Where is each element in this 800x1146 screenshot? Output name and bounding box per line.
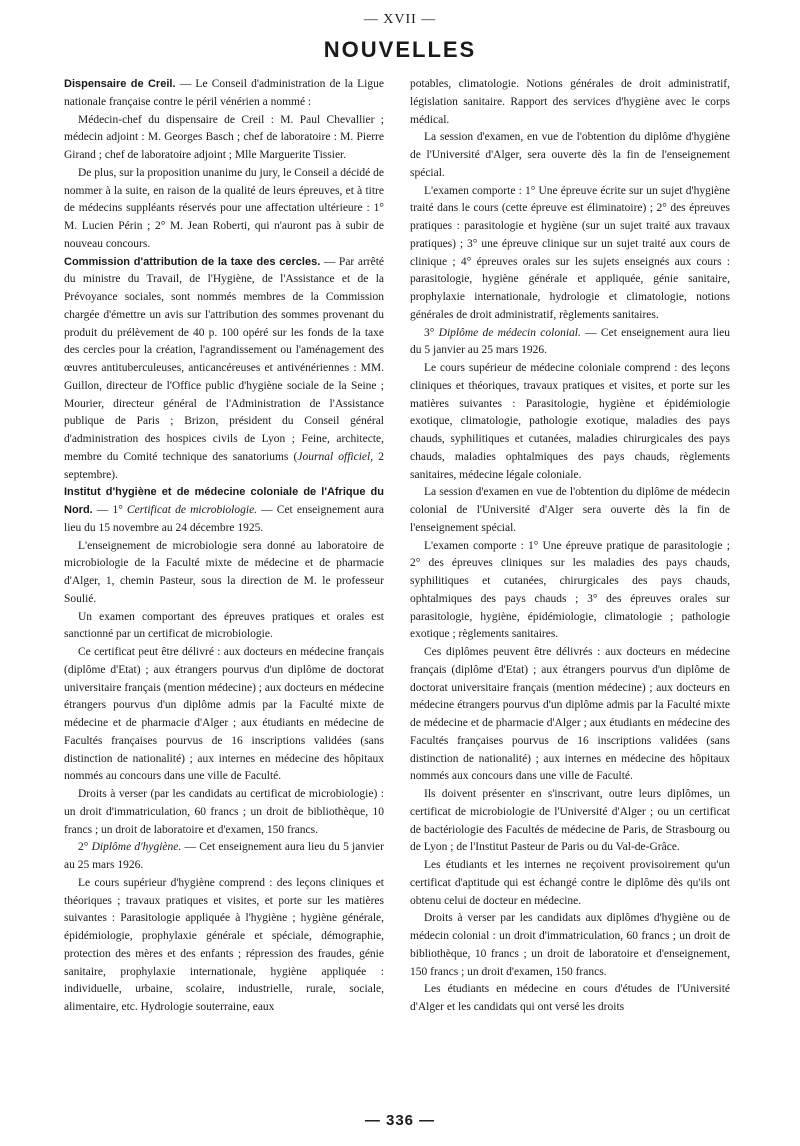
right-column <box>410 76 730 1017</box>
colonial-prefix: 3° <box>424 326 439 339</box>
commission-heading: Commission d'attribution de la taxe des cercles. <box>64 255 321 268</box>
creil-text: — Le Conseil d'administration de la Ligue nationale française contre le péril vénérien a nommé : <box>64 78 384 108</box>
commission-text: — Par arrêté du ministre du Travail, de l'Hygiène, de l'Assistance et de la Prévoyance sociales, sont nommés membres de la Commission chargée d'émettre un avis sur l'attribution des sommes provenant du produit du prélèvement de 40 p. 100 opéré sur les fonds de la taxe des cercles pour la création, l'agrandissement ou l'aménagement des œuvres antituberculeuses, anticancéreuses et antivénériennes : MM. Guillon, directeur de l'Office public d'hygiène sociale de la Seine ; Mourier, directeur général de l'Administration de l'Assistance publique de Paris ; Brizon, président du Conseil général d'administration des hospices civils de Lyon ; Feine, architecte, membre du Comité technique des sanatoriums ( <box>64 255 385 463</box>
certificat-subheading: Certificat de microbiologie. <box>126 504 258 516</box>
roman-folio: — XVII — <box>363 12 437 27</box>
hygiene-dates: — Cet enseignement aura lieu du 5 janvier au 25 mars 1926. <box>64 841 384 871</box>
journal-citation: Journal officiel <box>297 450 371 463</box>
paragraph: L'enseignement de microbiologie sera donné au laboratoire de microbiologie de la Faculté mixte de médecine et de pharmacie d'Alger, 1, chemin Pasteur, sous la direction de M. le professeur Soulié. <box>64 539 384 605</box>
commission-paragraph <box>64 254 384 485</box>
paragraph: Ce certificat peut être délivré : aux docteurs en médecine français (diplôme d'Etat) ; aux étrangers pourvus d'un diplôme de doctorat universitaire français (mention médecine) ; aux docteurs en médecine étrangers pourvus d'un diplôme admis par la Faculté mixte de médecine et de pharmacie d'Alger ; aux étudiants en médecine de Facultés françaises pourvus de 16 inscriptions validées (sans distinction de nationalité) ; aux internes en médecine des hôpitaux nommés au concours dans une ville de Faculté. <box>64 646 384 783</box>
paragraph: Les étudiants en médecine en cours d'études de l'Université d'Alger et les candidats qui ont versé les droits <box>410 983 730 1013</box>
colonial-paragraph <box>410 325 730 361</box>
paragraph: Droits à verser par les candidats aux diplômes d'hygiène ou de médecin colonial : un droit d'immatriculation, 60 francs ; un droit de bibliothèque, 10 francs ; un droit de laboratoire et d'enseignement, 150 francs ; un droit d'examen, 150 francs. <box>410 912 730 978</box>
institut-dates: — Cet enseignement aura lieu du 15 novembre au 24 décembre 1925. <box>64 504 384 534</box>
diplome-colonial-subheading: Diplôme de médecin colonial. <box>438 326 581 339</box>
paragraph: L'examen comporte : 1° Une épreuve écrite sur un sujet d'hygiène traité dans le cours (cette épreuve est éliminatoire) ; 2° des épreuves pratiques : parasitologie et hygiène (sur un sujet traité aux travaux pratiques) ; 3° une épreuve clinique sur un sujet traité aux cours de clinique ; 4° épreuves orales sur les sujets enseignés aux cours : parasitologie, hygiène générale et appliquée, génie sanitaire, prophylaxie internationale, hydrologie et climatologie, notions générales de droit administratif, règlements sanitaires. <box>410 184 730 321</box>
colonial-dates: — Cet enseignement aura lieu du 5 janvier au 25 mars 1926. <box>410 326 730 357</box>
creil-heading: Dispensaire de Creil. <box>64 78 176 90</box>
hygiene-prefix: 2° <box>78 841 92 854</box>
page-number: — 336 — <box>364 1112 436 1129</box>
diplome-hygiene-subheading: Diplôme d'hygiène. <box>91 841 182 854</box>
creil-paragraph <box>64 76 384 112</box>
paragraph: Droits à verser (par les candidats au certificat de microbiologie) : un droit d'immatriculation, 60 francs ; un droit de bibliothèque, 10 francs ; un droit de laboratoire et d'examen, 150 francs. <box>64 788 384 836</box>
paragraph: La session d'examen, en vue de l'obtention du diplôme d'hygiène de l'Université d'Alger, sera ouverte dès la fin de l'enseignement spécial. <box>410 131 730 179</box>
paragraph: L'examen comporte : 1° Une épreuve pratique de parasitologie ; 2° des épreuves cliniques sur les maladies des pays chauds, syphilitiques et cutanées, chirurgicales des pays chauds, ophtalmiques des pays chauds ; 3° des épreuves orales sur parasitologie, hygiène, épidémiologie, climatologie ; pathologie exotique ; règlements sanitaires. <box>410 539 730 641</box>
paragraph: De plus, sur la proposition unanime du jury, le Conseil a décidé de nommer à la suite, en raison de la qualité de leurs épreuves, et à titre de médecins suppléants réservés pour une affectation ultérieure : 1° M. Lucien Périn ; 2° M. Jean Roberti, qui n'auront pas à subir de nouveau concours. <box>64 166 384 250</box>
section-title: NOUVELLES <box>323 37 477 62</box>
paragraph: Le cours supérieur d'hygiène comprend : des leçons cliniques et théoriques ; travaux pratiques et visites, et porte sur les matières suivantes : Parasitologie appliquée à l'hygiène ; hygiène générale, épidémiologie, prophylaxie générale et spéciale, démographie, protection des mères et des enfants ; répression des fraudes, génie sanitaire, prophylaxie internationale, hygiène appliquée : individuelle, urbaine, scolaire, industrielle, rurale, sociale, alimentaire, etc. Hydrologie souterraine, eaux <box>64 876 384 1013</box>
paragraph: La session d'examen en vue de l'obtention du diplôme de médecin colonial de l'Université d'Alger sera ouverte dès la fin de l'enseignement spécial. <box>410 486 730 534</box>
paragraph: Les étudiants et les internes ne reçoivent provisoirement qu'un certificat d'aptitude qui est échangé contre le diplôme dès qu'ils ont obtenu celui de docteur en médecine. <box>410 859 730 907</box>
institut-prefix: — 1° <box>92 504 127 516</box>
left-column <box>64 76 384 1017</box>
institut-heading: Institut d'hygiène et de médecine coloniale de l'Afrique du Nord. <box>64 486 384 516</box>
citation-date: , 2 septembre). <box>64 450 384 481</box>
paragraph: potables, climatologie. Notions générales de droit administratif, législation sanitaire. Rapport des services d'hygiène avec le corps médical. <box>410 78 730 126</box>
paragraph: Un examen comportant des épreuves pratiques et orales est sanctionné par un certificat de microbiologie. <box>64 610 384 641</box>
institut-paragraph <box>64 484 384 537</box>
paragraph: Ces diplômes peuvent être délivrés : aux docteurs en médecine français (diplôme d'Etat) ; aux étrangers pourvus d'un diplôme de doctorat universitaire français (mention médecine) ; aux docteurs en médecine étrangers pourvus d'un diplôme admis par la Faculté mixte de médecine et de pharmacie d'Alger ; aux étudiants en médecine des Facultés françaises pourvus de 16 inscriptions validées (sans distinction de nationalité) ; aux internes en médecine des hôpitaux nommés aux concours dans une ville de Faculté. <box>410 646 730 783</box>
paragraph: Médecin-chef du dispensaire de Creil : M. Paul Chevallier ; médecin adjoint : M. Georges Basch ; chef de laboratoire : M. Pierre Girand ; chef de laboratoire adjoint ; Mlle Marguerite Tissier. <box>64 113 384 161</box>
hygiene-paragraph <box>64 839 384 875</box>
paragraph: Le cours supérieur de médecine coloniale comprend : des leçons cliniques et théoriques, travaux pratiques et visites, et porte sur les matières suivantes : Parasitologie, hygiène et épidémiologie exotique, climatologie, pathologie exotique, maladies des pays chauds, syphilitiques et cutanées, maladies chirurgicales des pays chauds, maladies ophtalmiques des pays chauds, règlements sanitaires, médecine légale coloniale. <box>410 362 730 481</box>
paragraph: Ils doivent présenter en s'inscrivant, outre leurs diplômes, un certificat de microbiologie de l'Université d'Alger ; ou un certificat de bactériologie des Facultés de médecine de Paris, de Strasbourg ou de Lyon ; de l'Institut Pasteur de Paris ou du Val-de-Grâce. <box>410 788 730 854</box>
